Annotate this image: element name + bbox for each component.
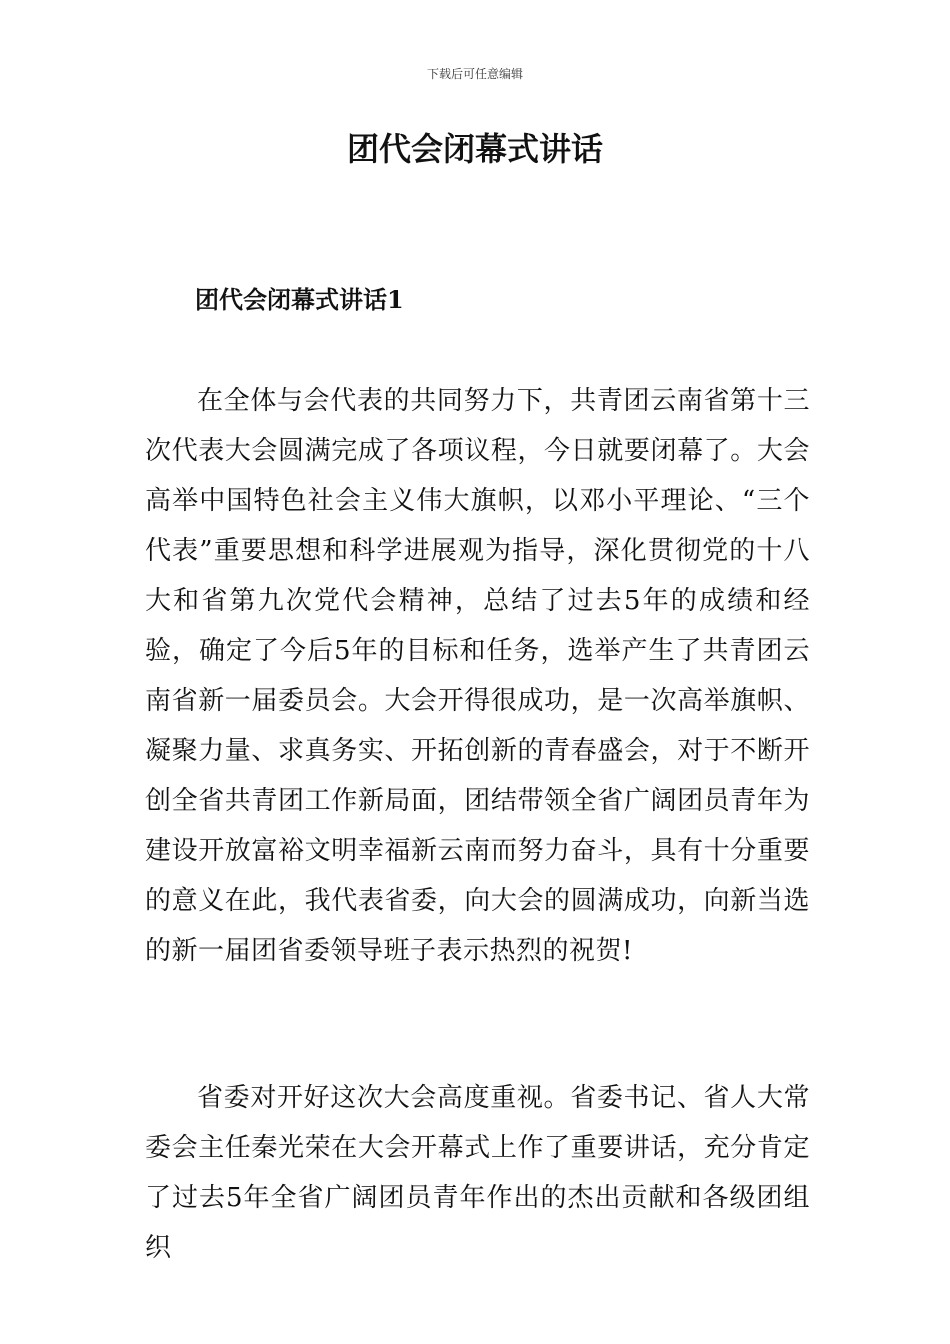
section-heading: 团代会闭幕式讲话1 xyxy=(195,285,404,314)
body-paragraph-1: 在全体与会代表的共同努力下，共青团云南省第十三次代表大会圆满完成了各项议程，今日就要闭幕了。大会高举中国特色社会主义伟大旗帜，以邓小平理论、“三个代表”重要思想和科学进展观为指导，深化贯彻党的十八大和省第九次党代会精神，总结了过去5年的成绩和经验，确定了今后5年的目标和任务，选举产生了共青团云南省新一届委员会。大会开得很成功，是一次高举旗帜、凝聚力量、求真务实、开拓创新的青春盛会，对于不断开创全省共青团工作新局面，团结带领全省广阔团员青年为建设开放富裕文明幸福新云南而努力奋斗，具有十分重要的意义在此，我代表省委，向大会的圆满成功，向新当选的新一届团省委领导班子表示热烈的祝贺! xyxy=(145,386,810,966)
document-title: 团代会闭幕式讲话 xyxy=(346,130,603,168)
body-paragraph-2: 省委对开好这次大会高度重视。省委书记、省人大常委会主任秦光荣在大会开幕式上作了重要讲话，充分肯定了过去5年全省广阔团员青年作出的杰出贡献和各级团组织 xyxy=(145,1083,810,1263)
header-note: 下载后可任意编辑 xyxy=(426,67,523,81)
